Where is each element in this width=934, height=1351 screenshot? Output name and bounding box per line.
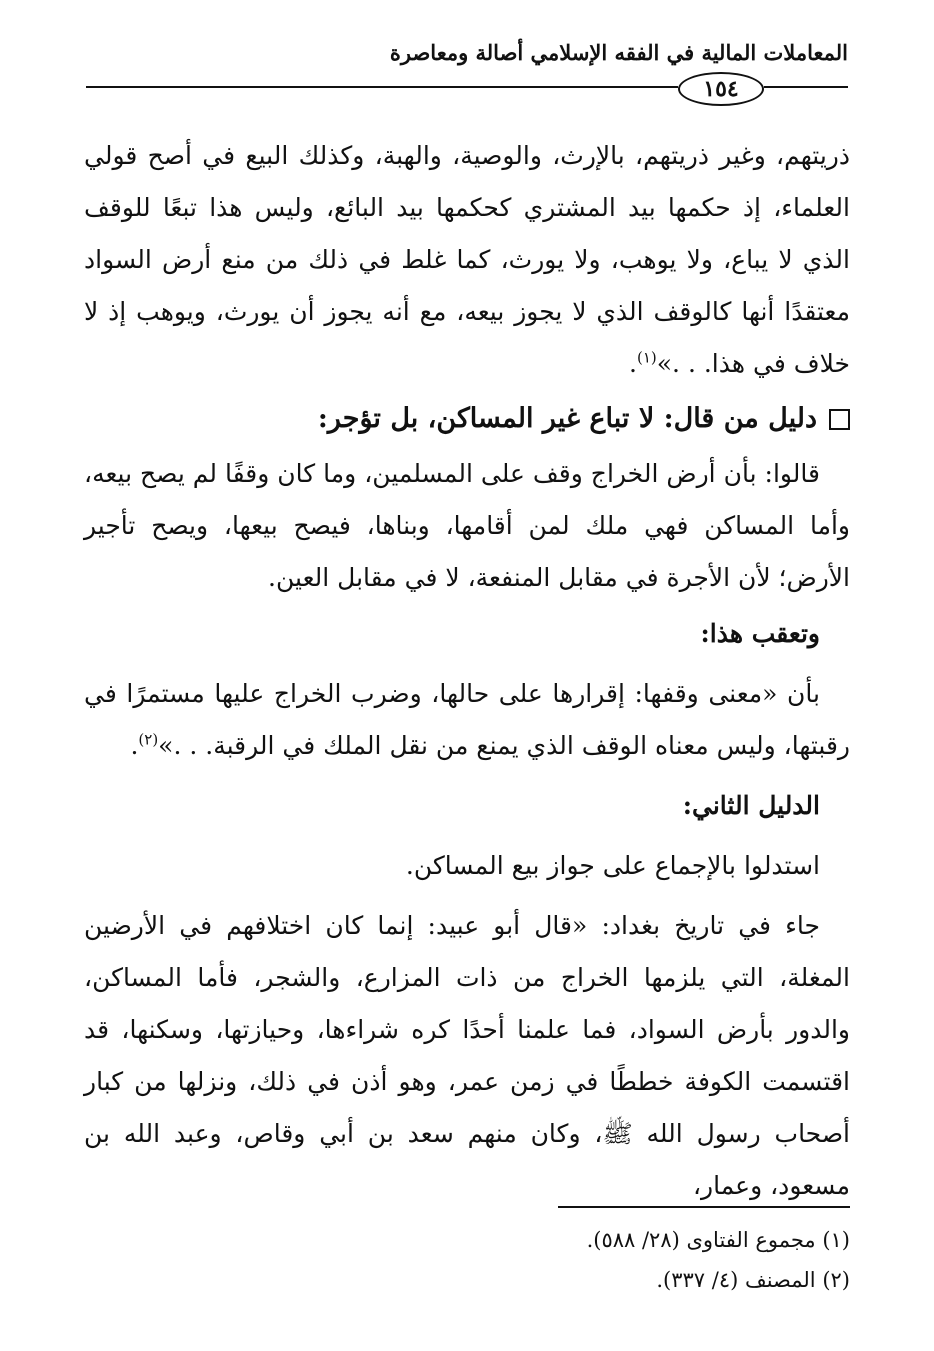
footnote-separator — [558, 1206, 850, 1208]
footnote-ref-1: (١) — [636, 348, 657, 367]
subheading-rebuttal: وتعقب هذا: — [700, 619, 820, 648]
paragraph-continuation — [84, 130, 850, 390]
page-number-badge — [678, 72, 764, 106]
section-heading — [84, 390, 850, 448]
paragraph-text: بأن «معنى وقفها: إقرارها على حالها، وضرب الخراج عليها مستمرًا في رقبتها، وليس معناه الوقف الذي يمنع من نقل الملك في الرقبة. . .» — [84, 679, 850, 760]
body-text — [84, 130, 850, 1212]
section-heading-text: دليل من قال: لا تباع غير المساكن، بل تؤجر: — [317, 403, 817, 434]
page-number: ١٥٤ — [703, 76, 739, 102]
running-head-title: المعاملات المالية في الفقه الإسلامي أصالة ومعاصرة — [389, 40, 848, 65]
footnote-2: (٢) المصنف (٤/ ٣٣٧). — [656, 1268, 850, 1292]
paragraph-rebuttal — [84, 668, 850, 772]
paragraph-consensus: استدلوا بالإجماع على جواز بيع المساكن. — [405, 851, 820, 880]
footnote-ref-2: (٢) — [138, 730, 159, 749]
sentence-end: . — [629, 349, 637, 378]
paragraph-quote-baghdad: جاء في تاريخ بغداد: «قال أبو عبيد: إنما كان اختلافهم في الأرضين المغلة، التي يلزمها الخراج من ذات المزارع، والشجر، فأما المساكن، والدور بأرض السواد، فما علمنا أحدًا كره شراءها، وحيازتها، وسكنها، قد اقتسمت الكوفة خططًا في زمن عمر، وهو أذن في ذلك، ونزلها من كبار أصحاب رسول الله ﷺ، وكان منهم سعد بن أبي وقاص، وعبد الله بن مسعود، وعمار، — [84, 911, 850, 1200]
footnote-1: (١) مجموع الفتاوى (٢٨/ ٥٨٨). — [586, 1228, 850, 1252]
square-bullet-icon — [829, 409, 850, 430]
subheading-second-evidence: الدليل الثاني: — [682, 791, 820, 820]
header-rule-right — [764, 86, 848, 88]
header-rule-left — [86, 86, 678, 88]
sentence-end: . — [130, 731, 139, 760]
paragraph-text: ذريتهم، وغير ذريتهم، بالإرث، والوصية، والهبة، وكذلك البيع في أصح قولي العلماء، إذ حكمها بيد المشتري كحكمها بيد البائع، وليس هذا تبعًا للوقف الذي لا يباع، ولا يوهب، ولا يورث، كما غلط في ذلك من منع أرض السواد معتقدًا أنها كالوقف الذي لا يجوز بيعه، مع أنه يجوز أن يورث، ويوهب إذ لا خلاف في هذا. . .» — [84, 141, 850, 378]
paragraph-argument: قالوا: بأن أرض الخراج وقف على المسلمين، وما كان وقفًا لم يصح بيعه، وأما المساكن فهي ملك لمن أقامها، وبناها، فيصح بيعها، ويصح تأجير الأرض؛ لأن الأجرة في مقابل المنفعة، لا في مقابل العين. — [84, 459, 850, 592]
footnotes — [84, 1220, 850, 1300]
